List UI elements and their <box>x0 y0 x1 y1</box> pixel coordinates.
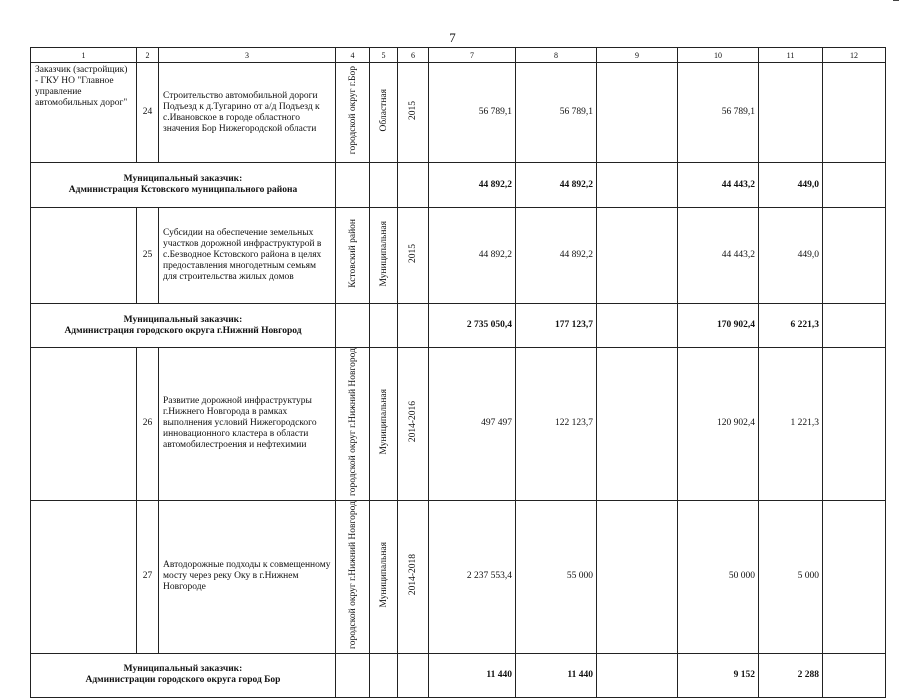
item-number-cell: 26 <box>137 348 159 501</box>
value-c10: 44 443,2 <box>678 208 759 304</box>
value-c10: 120 902,4 <box>678 348 759 501</box>
value-c8: 44 892,2 <box>516 208 597 304</box>
header-cell: 5 <box>370 48 398 63</box>
group-label-line1: Муниципальный заказчик: <box>123 174 243 184</box>
item-number-cell: 27 <box>137 500 159 653</box>
value-c11: 1 221,3 <box>759 348 823 501</box>
group-label-line2: Администрация Кстовского муниципального района <box>68 185 298 195</box>
period-cell-text: 2015 <box>408 244 418 263</box>
header-cell: 2 <box>137 48 159 63</box>
value-c7: 2 735 050,4 <box>429 304 516 348</box>
value-c8: 44 892,2 <box>516 163 597 208</box>
group-label-line1: Муниципальный заказчик: <box>123 314 243 325</box>
value-c11: 449,0 <box>759 163 823 208</box>
value-c10: 50 000 <box>678 500 759 653</box>
value-c7: 44 892,2 <box>429 208 516 304</box>
ownership-cell <box>370 163 398 208</box>
customer-cell <box>31 500 137 653</box>
value-c9 <box>597 500 678 653</box>
ownership-cell <box>370 653 398 697</box>
value-c10: 44 443,2 <box>678 163 759 208</box>
header-cell: 8 <box>516 48 597 63</box>
header-cell: 10 <box>678 48 759 63</box>
value-c11: 5 000 <box>759 500 823 653</box>
header-cell: 11 <box>759 48 823 63</box>
group-label-cell <box>31 304 336 348</box>
item-name-cell: Строительство автомобильной дороги Подъезд к д.Тугарино от а/д Подъезд к с.Ивановское в городе областного значения Бор Нижегородской области <box>159 63 336 163</box>
ownership-cell <box>370 63 398 163</box>
territory-cell-text: городской округ г.Нижний Новгород <box>347 348 358 496</box>
territory-cell <box>336 208 370 304</box>
value-c12 <box>823 163 886 208</box>
territory-cell-text: городской округ г.Бор <box>347 66 358 155</box>
period-cell <box>398 63 429 163</box>
value-c10: 170 902,4 <box>678 304 759 348</box>
territory-cell-text: Кстовский район <box>347 219 358 288</box>
ownership-cell <box>370 208 398 304</box>
period-cell <box>398 653 429 697</box>
territory-cell-text: городской округ г.Нижний Новгород <box>347 500 358 649</box>
ownership-cell <box>370 500 398 653</box>
value-c12 <box>823 208 886 304</box>
value-c12 <box>823 500 886 653</box>
corner-mark <box>893 0 899 1</box>
value-c9 <box>597 208 678 304</box>
group-row <box>31 304 886 348</box>
item-number-cell: 25 <box>137 208 159 304</box>
value-c9 <box>597 304 678 348</box>
value-c10: 56 789,1 <box>678 63 759 163</box>
item-row <box>31 348 886 501</box>
group-label-line2: Администрация городского округа г.Нижний Новгород <box>64 325 302 336</box>
header-cell: 7 <box>429 48 516 63</box>
group-label-line2: Администрации городского округа город Бор <box>85 675 281 686</box>
item-row <box>31 63 886 163</box>
territory-cell <box>336 63 370 163</box>
value-c8: 56 789,1 <box>516 63 597 163</box>
value-c12 <box>823 653 886 697</box>
page-number: 7 <box>449 30 456 45</box>
customer-cell: Заказчик (застройщик) - ГКУ НО "Главное управление автомобильных дорог" <box>31 63 137 163</box>
territory-cell <box>336 653 370 697</box>
ownership-cell-text: Муниципальная <box>378 542 389 608</box>
period-cell <box>398 163 429 208</box>
value-c7: 56 789,1 <box>429 63 516 163</box>
value-c7: 497 497 <box>429 348 516 501</box>
value-c7: 2 237 553,4 <box>429 500 516 653</box>
header-cell: 1 <box>31 48 137 63</box>
header-cell: 4 <box>336 48 370 63</box>
group-label-cell <box>31 653 336 697</box>
value-c9 <box>597 653 678 697</box>
group-row <box>31 653 886 697</box>
item-name-cell: Развитие дорожной инфраструктуры г.Нижнего Новгорода в рамках выполнения условий Нижегородского инновационного кластера в области автомобилестроения и нефтехимии <box>159 348 336 501</box>
value-c7: 44 892,2 <box>429 163 516 208</box>
ownership-cell-text: Муниципальная <box>378 389 389 455</box>
value-c9 <box>597 63 678 163</box>
value-c7: 11 440 <box>429 653 516 697</box>
period-cell-text: 2014-2016 <box>408 401 418 443</box>
value-c11: 449,0 <box>759 208 823 304</box>
customer-cell <box>31 348 137 501</box>
header-row <box>31 48 886 63</box>
customer-cell <box>31 208 137 304</box>
territory-cell <box>336 163 370 208</box>
period-cell <box>398 208 429 304</box>
ownership-cell <box>370 348 398 501</box>
value-c12 <box>823 304 886 348</box>
ownership-cell-text: Областная <box>378 89 389 132</box>
period-cell <box>398 304 429 348</box>
ownership-cell <box>370 304 398 348</box>
header-cell: 12 <box>823 48 886 63</box>
item-name-cell: Автодорожные подходы к совмещенному мосту через реку Оку в г.Нижнем Новгороде <box>159 500 336 653</box>
item-row <box>31 208 886 304</box>
value-c8: 177 123,7 <box>516 304 597 348</box>
header-cell: 9 <box>597 48 678 63</box>
item-name-cell: Субсидии на обеспечение земельных участков дорожной инфраструктурой в с.Безводное Кстовского района в целях предоставления многодетным семьям для строительства жилых домов <box>159 208 336 304</box>
value-c11: 6 221,3 <box>759 304 823 348</box>
item-number-cell: 24 <box>137 63 159 163</box>
value-c11 <box>759 63 823 163</box>
territory-cell <box>336 500 370 653</box>
value-c8: 122 123,7 <box>516 348 597 501</box>
value-c10: 9 152 <box>678 653 759 697</box>
header-cell: 3 <box>159 48 336 63</box>
value-c11: 2 288 <box>759 653 823 697</box>
period-cell-text: 2014-2018 <box>408 554 418 596</box>
group-label-cell <box>31 163 336 208</box>
territory-cell <box>336 348 370 501</box>
value-c8: 11 440 <box>516 653 597 697</box>
header-cell: 6 <box>398 48 429 63</box>
period-cell-text: 2015 <box>408 101 418 120</box>
group-row <box>31 163 886 208</box>
item-row <box>31 500 886 653</box>
territory-cell <box>336 304 370 348</box>
value-c8: 55 000 <box>516 500 597 653</box>
period-cell <box>398 348 429 501</box>
value-c12 <box>823 348 886 501</box>
value-c9 <box>597 163 678 208</box>
budget-table <box>30 47 886 698</box>
ownership-cell-text: Муниципальная <box>378 220 389 287</box>
period-cell <box>398 500 429 653</box>
group-label-line1: Муниципальный заказчик: <box>123 664 243 675</box>
value-c9 <box>597 348 678 501</box>
value-c12 <box>823 63 886 163</box>
